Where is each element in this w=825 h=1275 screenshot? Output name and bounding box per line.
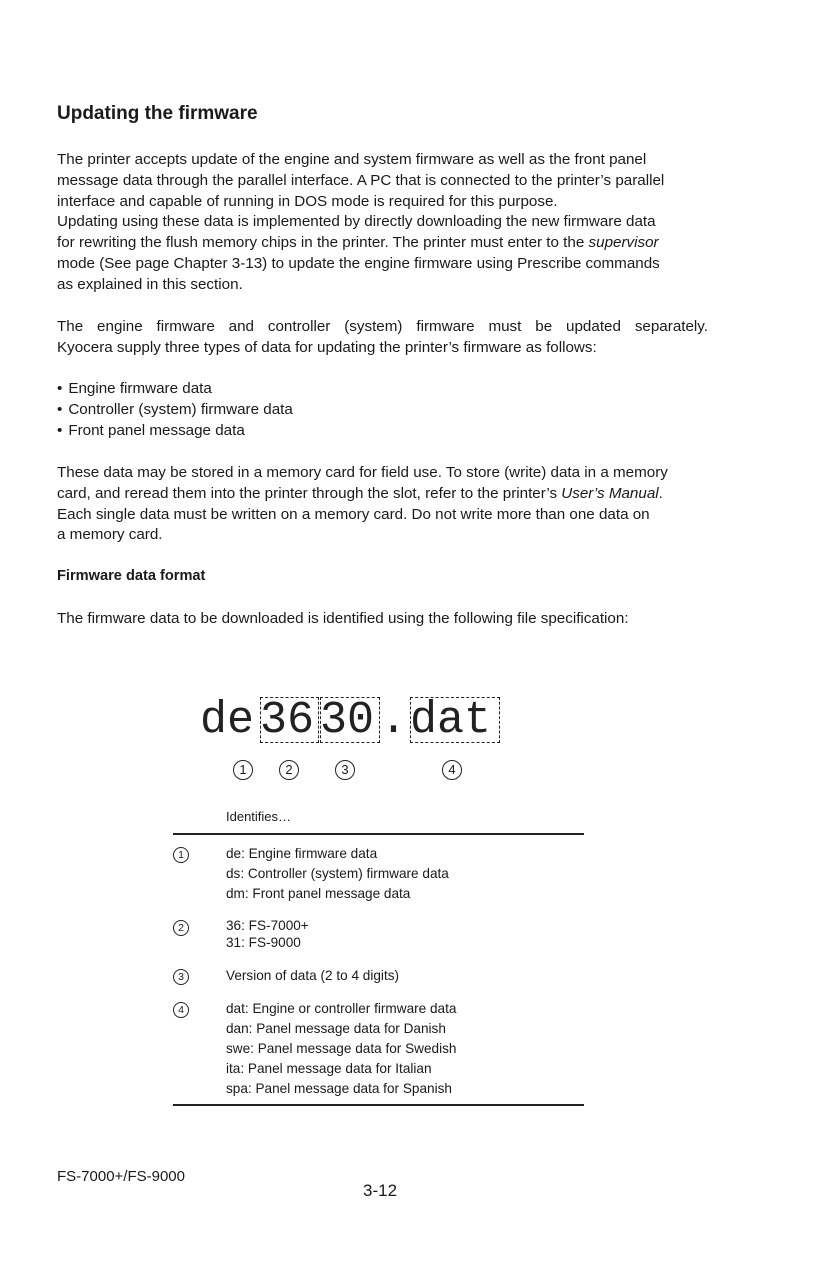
users-manual-term: User’s Manual	[561, 484, 659, 502]
footer-model: FS-7000+/FS-9000	[57, 1168, 185, 1185]
section-title: Updating the firmware	[57, 103, 258, 124]
filename-diagram	[200, 692, 520, 752]
filename-extension: dat	[410, 695, 492, 746]
row-line: dm: Front panel message data	[226, 886, 411, 901]
text-line: These data may be stored in a memory card for field use. To store (write) data in a memory	[57, 464, 668, 481]
text-line: a memory card.	[57, 526, 163, 544]
table-row	[226, 917, 309, 951]
row-marker: 4	[173, 1002, 189, 1018]
text-line: The engine firmware and controller (system) firmware must be updated separately.	[57, 318, 708, 335]
supervisor-term: supervisor	[588, 234, 659, 252]
table-row	[226, 999, 456, 1099]
filename-dot: .	[380, 695, 408, 746]
table-row	[226, 844, 449, 904]
row-line: ds: Controller (system) firmware data	[226, 866, 449, 881]
extension-dash-box	[410, 697, 500, 743]
text-line: as explained in this section.	[57, 275, 243, 293]
marker-4: 4	[442, 760, 462, 780]
table-top-rule	[173, 833, 584, 835]
table-header: Identifies…	[226, 809, 292, 824]
list-item: • Controller (system) firmware data	[57, 399, 293, 420]
row-marker: 1	[173, 847, 189, 863]
text-line: Each single data must be written on a memory card. Do not write more than one data on	[57, 505, 650, 523]
row-line: spa: Panel message data for Spanish	[226, 1081, 452, 1096]
text-line	[57, 233, 708, 254]
text-line: Kyocera supply three types of data for updating the printer’s firmware as follows:	[57, 338, 597, 356]
table-row	[226, 966, 399, 986]
row-line: ita: Panel message data for Italian	[226, 1061, 432, 1076]
filename-model: 36	[260, 695, 315, 746]
row-line: 36: FS-7000+	[226, 918, 309, 933]
list-item: • Engine firmware data	[57, 378, 293, 399]
marker-1: 1	[233, 760, 253, 780]
memory-card-paragraph	[57, 463, 708, 546]
text-line: mode (See page Chapter 3-13) to update the engine firmware using Prescribe commands	[57, 254, 660, 272]
text-fragment: card, and reread them into the printer through the slot, refer to the printer’s	[57, 484, 562, 502]
text-line: message data through the parallel interface. A PC that is connected to the printer’s parallel	[57, 171, 665, 189]
data-type-list	[57, 378, 293, 441]
table-bottom-rule	[173, 1104, 584, 1106]
row-line: dat: Engine or controller firmware data	[226, 1001, 457, 1016]
model-dash-box	[260, 697, 319, 743]
intro-paragraph	[57, 150, 708, 296]
version-dash-box	[320, 697, 380, 743]
text-line: The printer accepts update of the engine and system firmware as well as the front panel	[57, 151, 647, 168]
separate-update-paragraph	[57, 317, 708, 359]
filename-version: 30	[320, 695, 375, 746]
text-fragment: .	[658, 484, 663, 502]
row-line: swe: Panel message data for Swedish	[226, 1041, 457, 1056]
text-line: interface and capable of running in DOS mode is required for this purpose.	[57, 192, 558, 210]
row-marker: 2	[173, 920, 189, 936]
page-number: 3-12	[363, 1181, 398, 1200]
text-line	[57, 484, 708, 505]
row-line: 31: FS-9000	[226, 935, 301, 950]
subsection-title: Firmware data format	[57, 568, 206, 584]
row-line: dan: Panel message data for Danish	[226, 1021, 446, 1036]
row-marker: 3	[173, 969, 189, 985]
filename-prefix: de	[200, 695, 255, 746]
text-line: Updating using these data is implemented by directly downloading the new firmware data	[57, 213, 656, 231]
marker-2: 2	[279, 760, 299, 780]
marker-3: 3	[335, 760, 355, 780]
list-item: • Front panel message data	[57, 420, 293, 441]
text-fragment: for rewriting the flush memory chips in the printer. The printer must enter to the	[57, 234, 589, 252]
file-spec-intro: The firmware data to be downloaded is identified using the following file specification:	[57, 610, 629, 627]
row-line: de: Engine firmware data	[226, 846, 378, 861]
row-line: Version of data (2 to 4 digits)	[226, 968, 400, 983]
